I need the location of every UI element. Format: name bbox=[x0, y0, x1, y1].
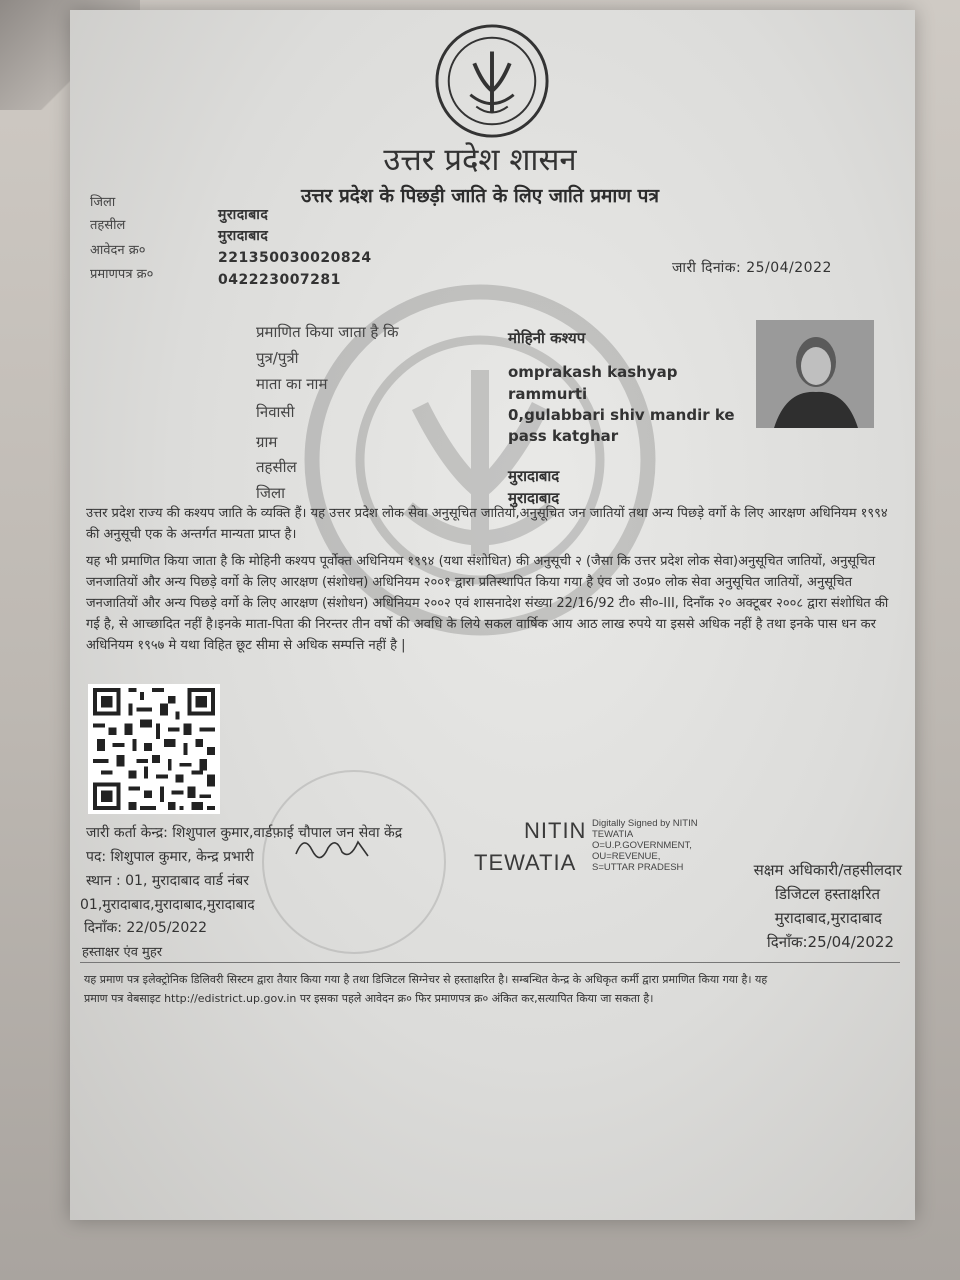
caste-statement: उत्तर प्रदेश राज्य की कश्यप जाति के व्यक्ति हैं। यह उत्तर प्रदेश लोक सेवा अनुसूचित जातियों,अनुसूचित जन जातियों तथा अन्य पिछड़े वर्गो के लिए आरक्षण अधिनियम १९९४ की अनुसूची एक के अन्तर्गत मान्यता प्राप्त है। bbox=[86, 506, 888, 542]
issuing-center: जारी कर्ता केन्द्र: शिशुपाल कुमार,वार्डफ़ाई चौपाल जन सेवा केंद्र bbox=[86, 825, 403, 841]
father-name: omprakash kashyap bbox=[508, 363, 678, 381]
digital-signer-last-name: TEWATIA bbox=[474, 850, 577, 875]
person-photo-icon bbox=[756, 320, 874, 428]
footer-note-line1: यह प्रमाण पत्र इलेक्ट्रोनिक डिलिवरी सिस्टम द्वारा तैयार किया गया है तथा डिजिटल सिग्नेचर से हस्ताक्षरित है। सम्बन्धित केन्द्र के अधिकृत कर्मी द्वारा प्रमाणित किया गया है। यह bbox=[84, 973, 768, 986]
field-district-value: मुरादाबाद bbox=[508, 489, 560, 507]
holder-photo bbox=[756, 320, 874, 428]
district-value: मुरादाबाद bbox=[218, 207, 269, 223]
resident-label: निवासी bbox=[256, 403, 295, 421]
footer-note-line2: प्रमाण पत्र वेबसाइट http://edistrict.up.gov.in पर इसका पहले आवेदन क्र० फिर प्रमाणपत्र क्र० अंकित कर,सत्यापित किया जा सकता है। bbox=[84, 992, 654, 1005]
up-government-emblem-icon bbox=[433, 22, 551, 140]
child-of-label: पुत्र/पुत्री bbox=[256, 349, 299, 367]
village-label: ग्राम bbox=[256, 433, 278, 451]
field-district-label: जिला bbox=[256, 484, 286, 502]
signature-seal-label: हस्ताक्षर एंव मुहर bbox=[82, 945, 163, 960]
application-label: आवेदन क्र० bbox=[90, 243, 146, 258]
issuer-date: दिनाँक: 22/05/2022 bbox=[84, 920, 208, 936]
issuer-designation: पद: शिशुपाल कुमार, केन्द्र प्रभारी bbox=[86, 849, 254, 865]
certified-label: प्रमाणित किया जाता है कि bbox=[256, 323, 399, 341]
certificate-number-label: प्रमाणपत्र क्र० bbox=[90, 267, 154, 282]
officer-place: मुरादाबाद,मुरादाबाद bbox=[774, 909, 882, 927]
officer-designation: सक्षम अधिकारी/तहसीलदार bbox=[753, 861, 902, 879]
digital-signer-first-name: NITIN bbox=[524, 818, 587, 843]
page-title: उत्तर प्रदेश शासन bbox=[383, 142, 577, 178]
creamy-layer-statement: यह भी प्रमाणित किया जाता है कि मोहिनी कश्यप पूर्वोक्त अधिनियम १९९४ (यथा संशोधित) की अनुसूची २ (जैसा कि उत्तर प्रदेश लोक सेवा)अनुसूचित जातियों, अनुसूचित जनजातियों और अन्य पिछड़े वर्गो के लिए आरक्षण (संशोधन) अधिनियम २००१ द्वारा प्रतिस्थापित किया गया है एंव जो उ०प्र० लोक सेवा अनुसूचित जातियों, अनुसूचित जनजातियों और अन्य पिछड़े वर्गो के लिए आरक्षण (संशोधन) अधिनियम २००२ एवं शासनादेश संख्या 22/16/92 टी० सी०-III, दिनाँक २० अक्टूबर २००८ द्वारा संशोधित की गई है, से आच्छादित नहीं है।इनके माता-पिता की निरन्तर तीन वर्षो की अवधि के लिये सकल वार्षिक आय आठ लाख रुपये या इससे अधिक नहीं है तथा इनके पास धन कर अधिनियम १९५७ मे यथा विहित छूट सीमा से अधिक सम्पत्ति नहीं है | bbox=[86, 554, 889, 653]
issuer-place-line2: 01,मुरादाबाद,मुरादाबाद,मुरादाबाद bbox=[80, 897, 255, 913]
officer-date: दिनाँक:25/04/2022 bbox=[766, 933, 894, 951]
mother-name: rammurti bbox=[508, 385, 588, 403]
footer-divider bbox=[80, 962, 900, 963]
tehsil-label: तहसील bbox=[90, 218, 126, 233]
issuer-place: स्थान : 01, मुरादाबाद वार्ड नंबर bbox=[86, 873, 249, 889]
handwritten-signature bbox=[292, 830, 372, 866]
digital-signature-details: Digitally Signed by NITIN TEWATIA O=U.P.GOVERNMENT, OU=REVENUE, S=UTTAR PRADESH bbox=[592, 818, 698, 873]
digitally-signed-label: डिजिटल हस्ताक्षरित bbox=[775, 885, 880, 903]
application-number: 221350030020824 bbox=[218, 250, 372, 266]
certificate-number: 042223007281 bbox=[218, 272, 341, 288]
qr-code-icon[interactable] bbox=[88, 684, 220, 814]
issue-date: जारी दिनांक: 25/04/2022 bbox=[672, 260, 832, 276]
tehsil-value: मुरादाबाद bbox=[218, 228, 269, 244]
mother-label: माता का नाम bbox=[256, 375, 328, 393]
field-tehsil-value: मुरादाबाद bbox=[508, 467, 560, 485]
district-label: जिला bbox=[90, 195, 116, 210]
certificate-subtitle: उत्तर प्रदेश के पिछड़ी जाति के लिए जाति प्रमाण पत्र bbox=[301, 185, 659, 207]
holder-name: मोहिनी कश्यप bbox=[508, 329, 586, 347]
field-tehsil-label: तहसील bbox=[256, 458, 297, 476]
resident-address: 0,gulabbari shiv mandir ke pass katghar bbox=[508, 406, 735, 445]
